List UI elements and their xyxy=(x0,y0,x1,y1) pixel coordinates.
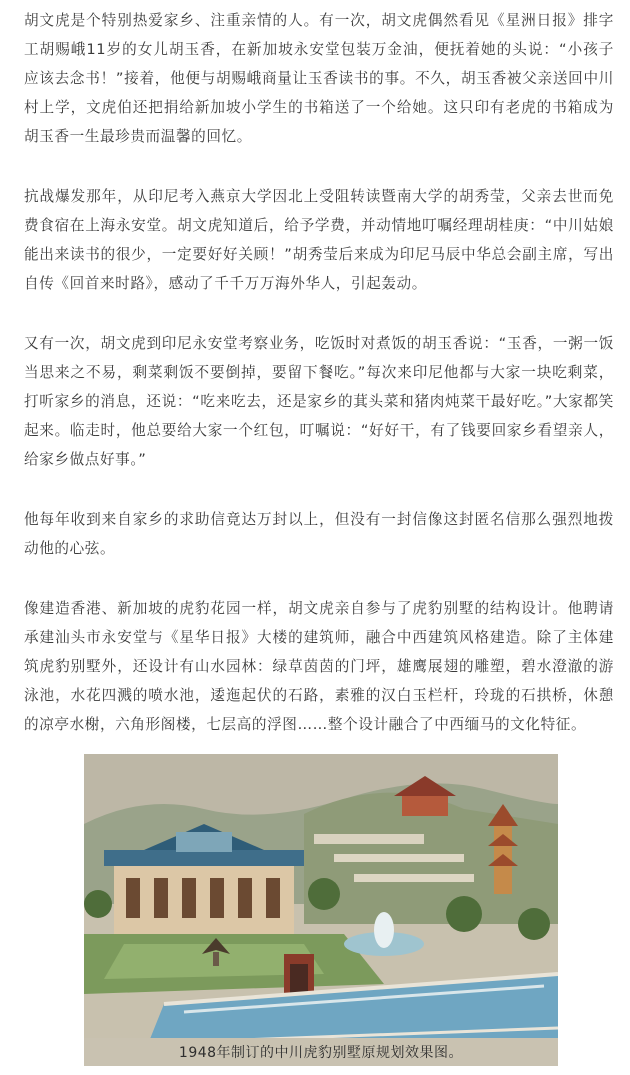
paragraph-4: 他每年收到来自家乡的求助信竟达万封以上，但没有一封信像这封匿名信那么强烈地拨动他的心弦。 xyxy=(24,511,614,557)
villa-planning-illustration xyxy=(84,754,558,1066)
paragraph-1: 胡文虎是个特别热爱家乡、注重亲情的人。有一次，胡文虎偶然看见《星洲日报》排字工胡赐峨11岁的女儿胡玉香，在新加坡永安堂包装万金油，便抚着她的头说：“小孩子应该去念书！”接着，他便与胡赐峨商量让玉香读书的事。不久，胡玉香被父亲送回中川村上学，文虎伯还把捐给新加坡小学生的书箱送了一个给她。这只印有老虎的书箱成为胡玉香一生最珍贵而温馨的回忆。 xyxy=(24,12,614,145)
article-body xyxy=(24,6,614,770)
villa-painting xyxy=(84,754,558,1066)
paragraph-3: 又有一次，胡文虎到印尼永安堂考察业务，吃饭时对煮饭的胡玉香说：“玉香，一粥一饭当思来之不易，剩菜剩饭不要倒掉，要留下餐吃。”每次来印尼他都与大家一块吃剩菜，打听家乡的消息，还说：“吃来吃去，还是家乡的萁头菜和猪肉炖菜干最好吃。”大家都笑起来。临走时，他总要给大家一个红包，叮嘱说：“好好干，有了钱要回家乡看望亲人，给家乡做点好事。” xyxy=(24,335,614,468)
paragraph-2: 抗战爆发那年，从印尼考入燕京大学因北上受阻转读暨南大学的胡秀莹，父亲去世而免费食宿在上海永安堂。胡文虎知道后，给予学费，并动情地叮嘱经理胡桂庚：“中川姑娘能出来读书的很少，一定要好好关顾！”胡秀莹后来成为印尼马辰中华总会副主席，写出自传《回首来时路》，感动了千千万万海外华人，引起轰动。 xyxy=(24,188,614,292)
figure-caption: 1948年制订的中川虎豹别墅原规划效果图。 xyxy=(178,1045,464,1061)
paragraph-5: 像建造香港、新加坡的虎豹花园一样，胡文虎亲自参与了虎豹别墅的结构设计。他聘请承建汕头市永安堂与《星华日报》大楼的建筑师，融合中西建筑风格建造。除了主体建筑虎豹别墅外，还设计有山水园林：绿草茵茵的门坪，雄鹰展翅的雕塑，碧水澄澈的游泳池，水花四溅的喷水池，逶迤起伏的石路，素雅的汉白玉栏杆，玲珑的石拱桥，休憩的凉亭水榭，六角形阁楼，七层高的浮图……整个设计融合了中西缅马的文化特征。 xyxy=(24,600,614,733)
